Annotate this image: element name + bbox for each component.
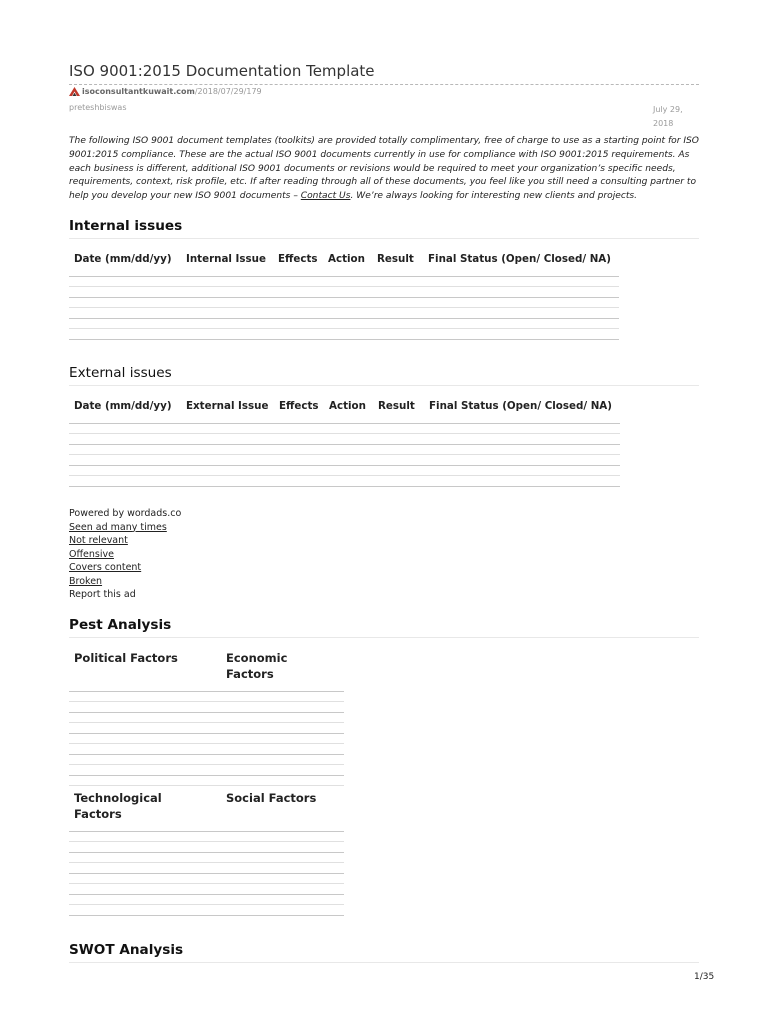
- table-row: [69, 486, 620, 487]
- source-path: /2018/07/29/179: [194, 87, 262, 96]
- title-divider: [69, 84, 699, 85]
- column-header: Final Status (Open/ Closed/ NA): [429, 400, 612, 412]
- table-row: [69, 454, 620, 455]
- column-header: Action: [328, 253, 365, 265]
- table-row: [69, 475, 620, 476]
- ad-feedback-link[interactable]: Broken: [69, 575, 103, 587]
- table-row: [69, 339, 619, 340]
- table-row: [69, 712, 344, 713]
- table-row: [69, 307, 619, 308]
- column-header: Date (mm/dd/yy): [74, 253, 172, 265]
- intro-text-end: . We’re always looking for interesting new clients and projects.: [350, 191, 638, 202]
- table-row: [69, 743, 344, 744]
- table-row: [69, 328, 619, 329]
- table-row: [69, 841, 344, 842]
- table-row: [69, 894, 344, 895]
- table-row: [69, 785, 344, 786]
- table-row: [69, 754, 344, 755]
- swot-analysis-heading: SWOT Analysis: [69, 942, 184, 958]
- table-row: [69, 852, 344, 853]
- table-row: [69, 297, 619, 298]
- table-row: [69, 465, 620, 466]
- table-row: [69, 883, 344, 884]
- table-row: [69, 701, 344, 702]
- social-factors-header: Social Factors: [226, 791, 317, 805]
- table-row: [69, 831, 344, 832]
- table-row: [69, 873, 344, 874]
- column-header: Date (mm/dd/yy): [74, 400, 172, 412]
- column-header: Final Status (Open/ Closed/ NA): [428, 253, 611, 265]
- table-row: [69, 764, 344, 765]
- ad-feedback-link[interactable]: Not relevant: [69, 535, 128, 546]
- heading-rule: [69, 385, 699, 386]
- external-issues-heading: External issues: [69, 365, 172, 381]
- intro-paragraph: [69, 135, 699, 204]
- internal-issues-heading: Internal issues: [69, 218, 183, 234]
- post-date: July 29, 2018: [653, 105, 683, 128]
- source-line: [69, 87, 262, 98]
- table-row: [69, 733, 344, 734]
- pest-analysis-heading: Pest Analysis: [69, 617, 172, 633]
- table-row: [69, 722, 344, 723]
- table-row: [69, 862, 344, 863]
- political-factors-header: Political Factors: [74, 651, 178, 665]
- ad-feedback-link[interactable]: Covers content: [69, 562, 142, 573]
- table-row: [69, 276, 619, 277]
- author-name[interactable]: preteshbiswas: [69, 103, 127, 112]
- table-row: [69, 691, 344, 692]
- heading-rule: [69, 238, 699, 239]
- column-header: Internal Issue: [186, 253, 266, 265]
- table-row: [69, 286, 619, 287]
- report-ad-link[interactable]: Report this ad: [69, 589, 136, 600]
- intro-text: The following ISO 9001 document templates (toolkits) are provided totally complimentary, free of charge to use as a starting point for ISO 9001:2015 compliance. These are the actual ISO 9001 documents currently in use for compliance with ISO 9001:2015 requirements. As each business is different, additional ISO 9001 documents or revisions would be required to meet your organization’s specific needs, requirements, context, risk profile, etc. If after reading through all of these documents, you feel like you still need a consulting partner to help you develop your new ISO 9001 documents –: [69, 136, 699, 202]
- ad-feedback-block: [69, 507, 181, 602]
- table-row: [69, 915, 344, 916]
- column-header: Effects: [279, 400, 319, 412]
- column-header: Result: [378, 400, 415, 412]
- table-row: [69, 423, 620, 424]
- page-title: ISO 9001:2015 Documentation Template: [69, 62, 375, 80]
- contact-us-link[interactable]: Contact Us: [300, 191, 351, 202]
- source-domain-link[interactable]: isoconsultantkuwait.com: [82, 87, 195, 96]
- column-header: Effects: [278, 253, 318, 265]
- table-row: [69, 433, 620, 434]
- heading-rule: [69, 637, 699, 638]
- ad-feedback-link[interactable]: Seen ad many times: [69, 521, 167, 533]
- table-row: [69, 318, 619, 319]
- column-header: External Issue: [186, 400, 269, 412]
- heading-rule: [69, 962, 699, 963]
- table-row: [69, 444, 620, 445]
- economic-factors-header: Economic Factors: [226, 651, 288, 681]
- table-row: [69, 904, 344, 905]
- page-number: 1/35: [694, 972, 715, 982]
- column-header: Action: [329, 400, 366, 412]
- ad-powered-by: Powered by wordads.co: [69, 508, 182, 519]
- column-header: Result: [377, 253, 414, 265]
- table-row: [69, 775, 344, 776]
- site-logo-icon: [69, 87, 80, 98]
- technological-factors-header: Technological Factors: [74, 791, 162, 821]
- ad-feedback-link[interactable]: Offensive: [69, 548, 114, 560]
